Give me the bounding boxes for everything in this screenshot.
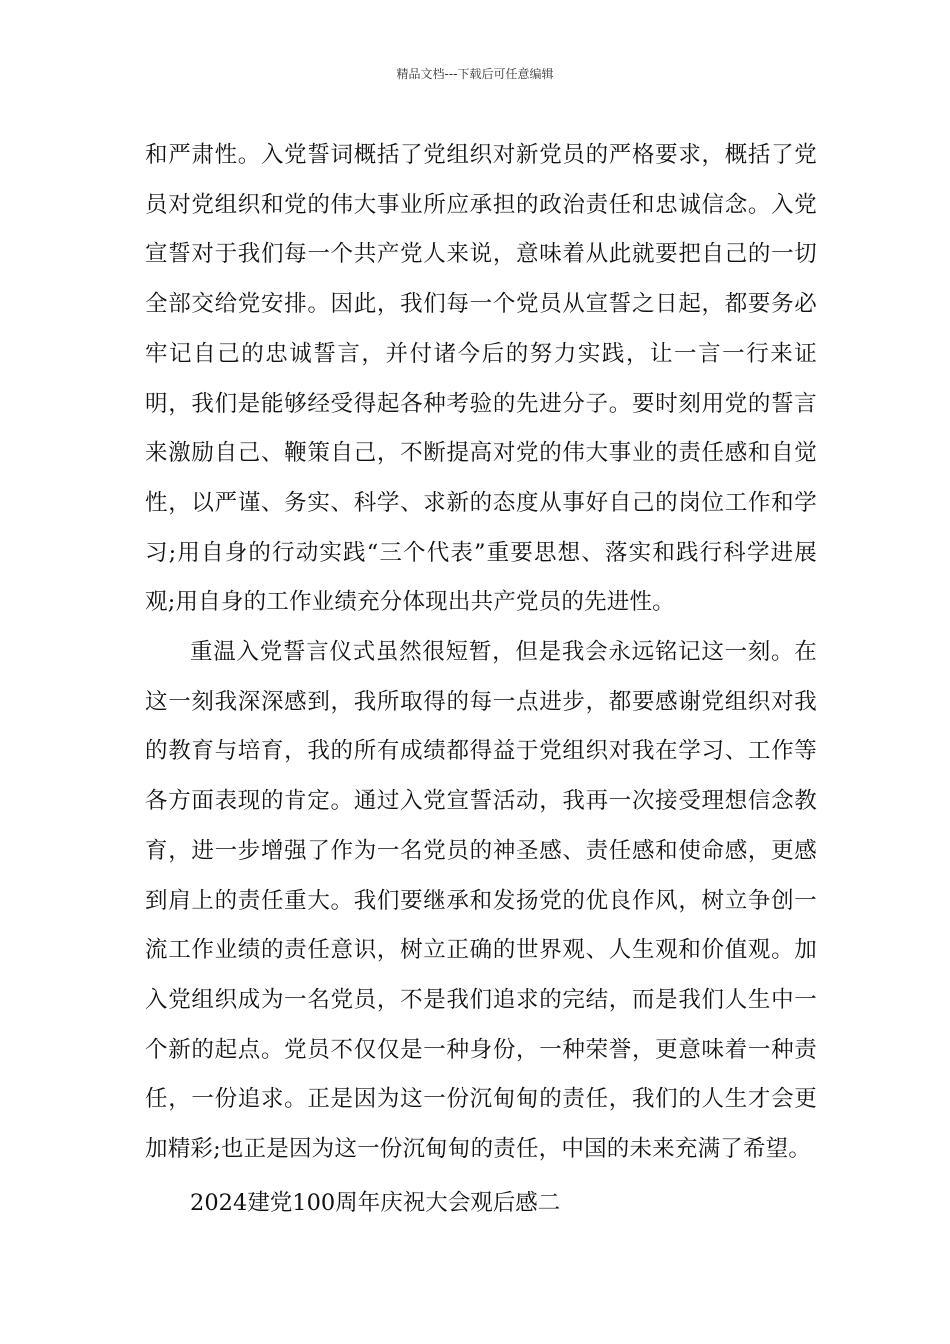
page-header: 精品文档---下载后可任意编辑 [396, 67, 554, 81]
document-body [145, 131, 817, 1228]
paragraph-continuation: 和严肃性。入党誓词概括了党组织对新党员的严格要求，概括了党员对党组织和党的伟大事业所应承担的政治责任和忠诚信念。入党宣誓对于我们每一个共产党人来说，意味着从此就要把自己的一切全部交给党安排。因此，我们每一个党员从宣誓之日起，都要务必牢记自己的忠诚誓言，并付诸今后的努力实践，让一言一行来证明，我们是能够经受得起各种考验的先进分子。要时刻用党的誓言来激励自己、鞭策自己，不断提高对党的伟大事业的责任感和自觉性，以严谨、务实、科学、求新的态度从事好自己的岗位工作和学习;用自身的行动实践“三个代表”重要思想、落实和践行科学进展观;用自身的工作业绩充分体现出共产党员的先进性。 [145, 142, 817, 616]
section-heading: 2024建党100周年庆祝大会观后感二 [190, 1189, 561, 1216]
paragraph-reflection: 重温入党誓言仪式虽然很短暂，但是我会永远铭记这一刻。在这一刻我深深感到，我所取得的每一点进步，都要感谢党组织对我的教育与培育，我的所有成绩都得益于党组织对我在学习、工作等各方面表现的肯定。通过入党宣誓活动，我再一次接受理想信念教育，进一步增强了作为一名党员的神圣感、责任感和使命感，更感到肩上的责任重大。我们要继承和发扬党的优良作风，树立争创一流工作业绩的责任意识，树立正确的世界观、人生观和价值观。加入党组织成为一名党员，不是我们追求的完结，而是我们人生中一个新的起点。党员不仅仅是一种身份，一种荣誉，更意味着一种责任，一份追求。正是因为这一份沉甸甸的责任，我们的人生才会更加精彩;也正是因为这一份沉甸甸的责任，中国的未来充满了希望。 [145, 639, 817, 1163]
